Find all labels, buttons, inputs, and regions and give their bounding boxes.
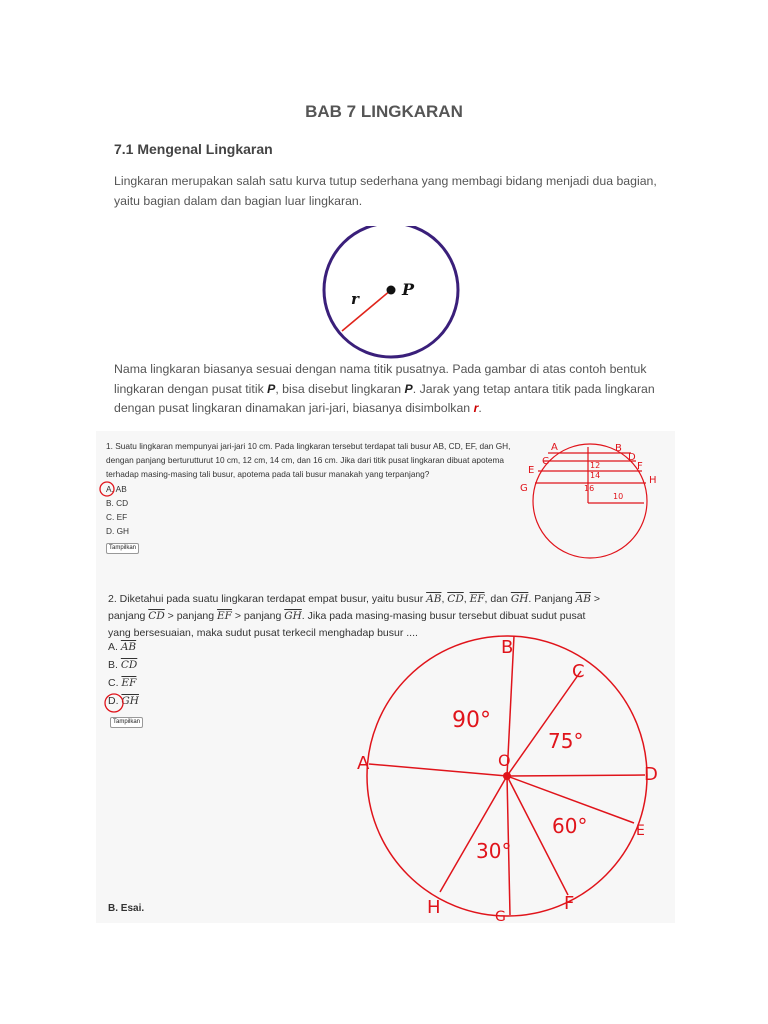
q2-option-b[interactable]: B. $\overline{CD}$ — [108, 659, 138, 671]
svg-text:H: H — [427, 897, 441, 918]
svg-text:A: A — [551, 442, 558, 453]
q1-option-d[interactable]: D. GH — [106, 526, 130, 536]
essay-section-heading: B. Esai. — [108, 903, 145, 914]
section-heading: 7.1 Mengenal Lingkaran — [114, 141, 273, 157]
question-1-box — [96, 431, 675, 583]
svg-text:F: F — [564, 893, 575, 914]
q2-option-c[interactable]: C. $\overline{EF}$ — [108, 677, 137, 689]
radius-label: r — [351, 290, 359, 308]
svg-text:D: D — [644, 764, 658, 785]
svg-text:A: A — [357, 753, 370, 774]
svg-text:12: 12 — [590, 461, 601, 470]
svg-text:14: 14 — [590, 471, 601, 480]
question-2-box — [96, 583, 675, 923]
definition-paragraph: Nama lingkaran biasanya sesuai dengan nama titik pusatnya. Pada gambar di atas contoh bentuk lingkaran dengan pusat titik P, bisa disebut lingkaran P. Jarak yang tetap antara titik pada lingkaran dengan pusat lingkaran dinamakan jari-jari, biasanya disimbolkan r. — [114, 362, 655, 415]
q1-option-c[interactable]: C. EF — [106, 512, 128, 522]
center-point — [387, 286, 396, 295]
page-title: BAB 7 LINGKARAN — [305, 102, 463, 121]
q1-option-a[interactable]: A. AB — [106, 484, 127, 494]
q2-option-d[interactable]: D. $\overline{GH}$ — [108, 695, 139, 707]
center-label: P — [402, 280, 415, 299]
svg-text:C: C — [572, 661, 585, 682]
svg-text:G: G — [520, 483, 528, 494]
q1-show-button[interactable]: Tampilkan — [106, 543, 139, 554]
svg-text:H: H — [649, 475, 657, 486]
question-1-text: 1. Suatu lingkaran mempunyai jari-jari 10 cm. Pada lingkaran tersebut terdapat tali busur AB, CD, EF, dan GH, dengan panjang berturutturut 10 cm, 12 cm, 14 cm, dan 16 cm. Jika dari titik pusat lingkaran dibuat apotema terhadap masing-masing tali busur, apotema pada tali busur manakah yang terpanjang? — [106, 441, 511, 479]
q2-show-button[interactable]: Tampilkan — [110, 717, 143, 728]
svg-text:E: E — [528, 465, 535, 476]
svg-text:G: G — [495, 909, 506, 923]
q1-option-b[interactable]: B. CD — [106, 498, 129, 508]
svg-text:O: O — [498, 751, 511, 770]
svg-text:C: C — [542, 456, 549, 467]
svg-text:60°: 60° — [552, 814, 588, 838]
svg-text:B: B — [615, 443, 622, 454]
svg-text:E: E — [636, 823, 645, 839]
svg-text:16: 16 — [584, 484, 595, 493]
svg-text:75°: 75° — [548, 729, 584, 753]
svg-text:B: B — [501, 637, 514, 658]
question-2-text: 2. Diketahui pada suatu lingkaran terdapat empat busur, yaitu busur $\overline{AB}$, $\overline{CD}$, $\overline{EF}$, dan $\overline{GH}$. Panjang $\overline{AB}$ > panjang $\overline{CD}$ > panjang $\overline{EF}$ > panjang $\overline{GH}$. Jika pada masing-masing busur tersebut dibuat sudut pusat yang bersesuaian, maka sudut pusat terkecil menghadap busur .... — [108, 593, 601, 639]
svg-text:D: D — [628, 452, 636, 463]
q2-option-a[interactable]: A. $\overline{AB}$ — [108, 641, 137, 653]
circle-figure — [318, 226, 468, 361]
svg-text:10: 10 — [613, 492, 624, 501]
svg-text:F: F — [637, 461, 643, 472]
svg-text:90°: 90° — [452, 708, 491, 733]
intro-paragraph: Lingkaran merupakan salah satu kurva tutup sederhana yang membagi bidang menjadi dua bagian, yaitu bagian dalam dan bagian luar lingkaran. — [114, 174, 657, 208]
svg-text:30°: 30° — [476, 839, 512, 863]
